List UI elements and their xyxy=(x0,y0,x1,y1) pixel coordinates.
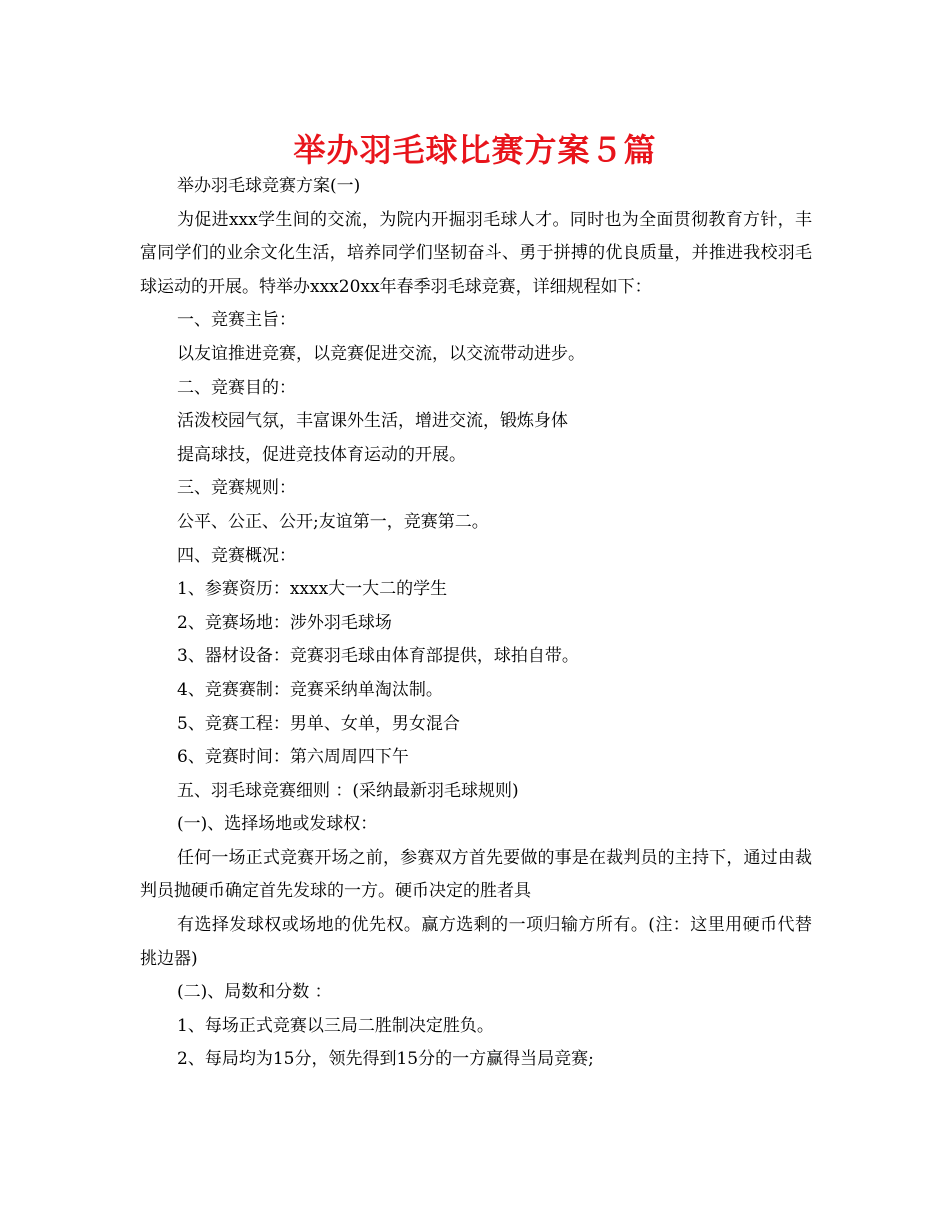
list-item: 1、每场正式竞赛以三局二胜制决定胜负。 xyxy=(177,1015,494,1036)
intro-paragraph: 为促进xxx学生间的交流，为院内开掘羽毛球人才。同时也为全面贯彻教育方针，丰富同学们的业余文化生活，培养同学们坚韧奋斗、勇于拼搏的优良质量，并推进我校羽毛球运动的开展。特举办xxx20xx年春季羽毛球竞赛，详细规程如下： xyxy=(140,209,812,297)
section-heading: 举办羽毛球竞赛方案(一) xyxy=(177,176,361,196)
list-item: 2、每局均为15分，领先得到15分的一方赢得当局竞赛; xyxy=(177,1049,594,1070)
document-body xyxy=(140,170,812,1077)
section-heading: 五、羽毛球竞赛细则 ：(采纳最新羽毛球规则) xyxy=(177,780,519,801)
list-item: 6、竞赛时间：第六周周四下午 xyxy=(177,747,409,768)
list-item: 4、竞赛赛制：竞赛采纳单淘汰制。 xyxy=(177,679,443,700)
body-paragraph: 有选择发球权或场地的优先权。赢方选剩的一项归输方所有。(注：这里用硬币代替挑边器) xyxy=(140,915,812,969)
section-heading: 四、竞赛概况： xyxy=(177,545,296,566)
body-line: 公平、公正、公开;友谊第一，竞赛第二。 xyxy=(177,511,489,532)
list-item: 3、器材设备：竞赛羽毛球由体育部提供，球拍自带。 xyxy=(177,646,579,667)
subsection-heading: (二)、局数和分数 ： xyxy=(177,982,332,1003)
body-line: 提高球技，促进竞技体育运动的开展。 xyxy=(177,444,466,465)
list-item: 5、竞赛工程：男单、女单，男女混合 xyxy=(177,713,460,734)
section-heading: 二、竞赛目的： xyxy=(177,377,296,398)
section-heading: 三、竞赛规则： xyxy=(177,478,296,499)
list-item: 2、竞赛场地：涉外羽毛球场 xyxy=(177,612,392,633)
section-heading: 一、竞赛主旨： xyxy=(177,310,296,331)
document-title: 举办羽毛球比赛方案５篇 xyxy=(293,131,657,169)
body-line: 活泼校园气氛，丰富课外生活，增进交流，锻炼身体 xyxy=(177,411,568,432)
subsection-heading: (一)、选择场地或发球权： xyxy=(177,814,378,835)
body-paragraph: 任何一场正式竞赛开场之前，参赛双方首先要做的事是在裁判员的主持下，通过由裁判员抛硬币确定首先发球的一方。硬币决定的胜者具 xyxy=(140,847,812,902)
list-item: 1、参赛资历：xxxx大一大二的学生 xyxy=(177,579,448,600)
body-line: 以友谊推进竞赛，以竞赛促进交流，以交流带动进步。 xyxy=(177,343,585,364)
